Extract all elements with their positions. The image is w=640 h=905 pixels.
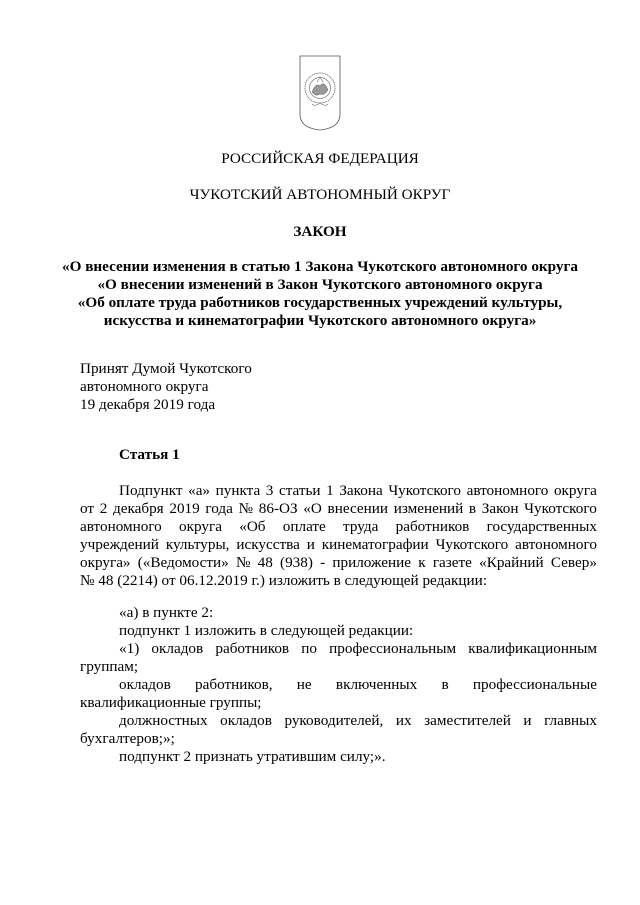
word: от (80, 500, 95, 517)
word: в (441, 676, 449, 693)
word: и (523, 712, 532, 729)
word: не (296, 676, 312, 693)
quoted-text-line: квалификационные группы; (80, 694, 262, 711)
word: 2 (99, 500, 108, 517)
law-title-line: «О внесении изменений в Закон Чукотского автономного округа (97, 276, 543, 293)
word: по (301, 640, 317, 657)
word: автономного (515, 536, 597, 553)
word: («Ведомости» (137, 554, 229, 571)
amendment-subitem-2: подпункт 2 признать утратившим силу;». (119, 748, 386, 765)
word: округа» (80, 554, 131, 571)
word: внесении (327, 500, 389, 517)
word: заместителей (424, 712, 511, 729)
amendment-item-a: «а) в пункте 2: (119, 604, 214, 621)
quoted-text-line: группам; (80, 658, 139, 675)
article-paragraph-line (80, 554, 597, 572)
adopted-by-line: автономного округа (80, 378, 209, 395)
word: в (468, 500, 477, 517)
word: Закона (339, 482, 383, 499)
word: оплате (282, 518, 326, 535)
coat-of-arms-emblem-icon (298, 52, 342, 132)
region-heading: ЧУКОТСКИЙ АВТОНОМНЫЙ ОКРУГ (189, 186, 451, 203)
word: приложение (332, 554, 412, 571)
word: 2019 (169, 500, 200, 517)
word: окладов (220, 712, 272, 729)
word: Север» (550, 554, 597, 571)
article-paragraph-line (80, 518, 597, 536)
word: - (320, 554, 326, 571)
word: включенных (335, 676, 418, 693)
word: № (238, 500, 254, 517)
word: к (418, 554, 426, 571)
word: декабря (113, 500, 164, 517)
word: «а» (188, 482, 211, 499)
word: «1) (119, 640, 140, 657)
quoted-text-line (119, 640, 597, 658)
word: округа (179, 518, 222, 535)
word: округа (553, 482, 597, 499)
word: Закон (481, 500, 519, 517)
word: изменений (393, 500, 464, 517)
word: «Крайний (479, 554, 544, 571)
word: окладов (119, 676, 171, 693)
word: государственных (486, 518, 597, 535)
word: года (205, 500, 233, 517)
word: работников, (195, 676, 273, 693)
adopted-by-line: Принят Думой Чукотского (80, 360, 252, 377)
word: 86-ОЗ (258, 500, 298, 517)
word: Чукотского (435, 536, 509, 553)
word: автономного (466, 482, 549, 499)
quoted-text-line (119, 676, 597, 694)
amendment-subitem-1: подпункт 1 изложить в следующей редакции: (119, 622, 414, 639)
article-paragraph-line (80, 536, 597, 554)
law-title-line: искусства и кинематографии Чукотского автономного округа» (103, 312, 537, 329)
word: № (235, 554, 251, 571)
quoted-text-line (119, 712, 597, 730)
word: учреждений (80, 536, 159, 553)
word: 48 (257, 554, 273, 571)
adoption-date: 19 декабря 2019 года (80, 396, 216, 413)
word: автономного (80, 518, 162, 535)
word: руководителей, (284, 712, 384, 729)
word: квалификационным (468, 640, 597, 657)
article-paragraph-line (80, 500, 597, 518)
document-type-heading: ЗАКОН (293, 223, 347, 240)
word: (938) (280, 554, 313, 571)
word: 3 (265, 482, 274, 499)
law-title-line: «Об оплате труда работников государственных учреждений культуры, (77, 294, 563, 311)
word: культуры, (165, 536, 230, 553)
word: и (306, 536, 315, 553)
word: труда (343, 518, 379, 535)
article-paragraph-line: № 48 (2214) от 06.12.2019 г.) изложить в следующей редакции: (80, 572, 488, 589)
federation-heading: РОССИЙСКАЯ ФЕДЕРАЦИЯ (221, 150, 419, 167)
word: работников (395, 518, 470, 535)
word: искусства (236, 536, 300, 553)
word: «Об (239, 518, 266, 535)
word: Подпункт (119, 482, 183, 499)
word: Чукотского (524, 500, 597, 517)
word: газете (432, 554, 472, 571)
quoted-text-line: бухгалтеров;»; (80, 730, 175, 747)
word: профессиональные (472, 676, 597, 693)
word: работников (215, 640, 290, 657)
word: Чукотского (388, 482, 461, 499)
word: главных (544, 712, 597, 729)
word: профессиональным (329, 640, 457, 657)
word: окладов (151, 640, 204, 657)
law-title-line: «О внесении изменения в статью 1 Закона Чукотского автономного округа (61, 258, 579, 275)
article-heading: Статья 1 (119, 446, 180, 463)
word: их (395, 712, 412, 729)
word: должностных (119, 712, 208, 729)
word: пункта (215, 482, 261, 499)
article-paragraph-line (119, 482, 597, 500)
word: 1 (326, 482, 334, 499)
word: «О (303, 500, 322, 517)
word: статьи (278, 482, 321, 499)
word: кинематографии (321, 536, 429, 553)
